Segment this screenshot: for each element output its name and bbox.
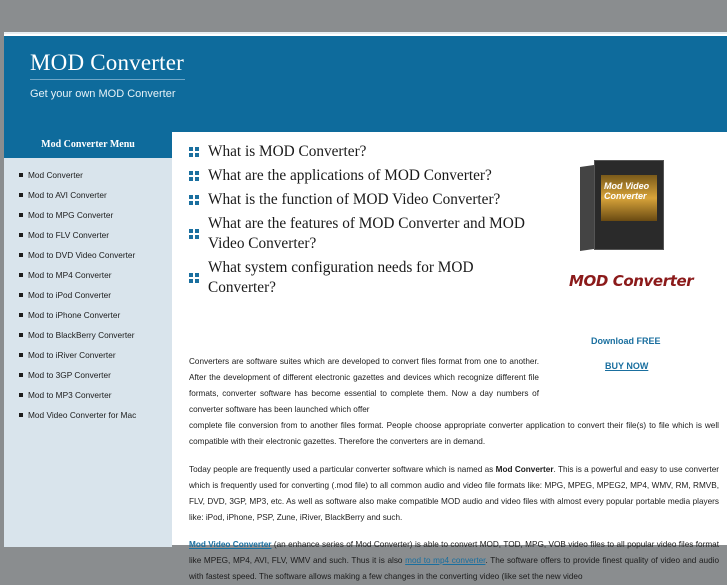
usage-text-a: Today people are frequently used a particular converter software which is named as bbox=[189, 465, 496, 474]
sidebar-item-label: Mod Converter bbox=[28, 170, 83, 180]
product-box-image[interactable] bbox=[580, 156, 672, 256]
sidebar-item-mod-to-mpg[interactable] bbox=[4, 205, 172, 225]
intro-paragraph bbox=[189, 354, 719, 450]
sidebar-item-label: Mod to AVI Converter bbox=[28, 190, 107, 200]
sidebar-item-label: Mod to iPod Converter bbox=[28, 290, 112, 300]
bullet-icon bbox=[19, 173, 23, 177]
sidebar-item-label: Mod to FLV Converter bbox=[28, 230, 110, 240]
sidebar-item-mod-video-mac[interactable] bbox=[4, 405, 172, 425]
site-title[interactable]: MOD Converter bbox=[30, 50, 184, 75]
faq-question: What is MOD Converter? bbox=[208, 143, 367, 160]
sidebar-item-label: Mod to 3GP Converter bbox=[28, 370, 111, 380]
sidebar-menu bbox=[4, 158, 172, 425]
sidebar-item-mod-converter[interactable] bbox=[4, 165, 172, 185]
sidebar-item-label: Mod to MP3 Converter bbox=[28, 390, 112, 400]
mod-video-converter-link[interactable]: Mod Video Converter bbox=[189, 540, 272, 549]
sidebar-item-mod-to-blackberry[interactable] bbox=[4, 325, 172, 345]
sidebar-heading: Mod Converter Menu bbox=[4, 132, 172, 158]
bullet-icon bbox=[19, 233, 23, 237]
usage-bold-term: Mod Converter bbox=[495, 465, 554, 474]
main-content bbox=[189, 142, 720, 581]
box-front bbox=[594, 160, 664, 250]
site-subtitle: Get your own MOD Converter bbox=[30, 88, 176, 100]
usage-text-b: . This is a powerful and easy to use converter which is frequently used for converting (.mod file) to all common audio and video file formats like: MPG, MPEG, MPEG2, MP4, WMV, RM, RMVB, FLV, DVD, 3GP, MP3, etc. As well as software also make compatible MOD audio and video files with almost every popular portable media players like: iPod, iPhone, PSP, Zune, iRiver, BlackBerry and such. bbox=[189, 465, 720, 522]
grid-bullet-icon bbox=[189, 273, 199, 283]
sidebar-item-label: Mod to iRiver Converter bbox=[28, 350, 116, 360]
sidebar-item-mod-to-3gp[interactable] bbox=[4, 365, 172, 385]
bullet-icon bbox=[19, 193, 23, 197]
grid-bullet-icon bbox=[189, 171, 199, 181]
buy-now-link[interactable]: BUY NOW bbox=[605, 361, 649, 371]
product-promo bbox=[557, 148, 707, 388]
sidebar-item-mod-to-iphone[interactable] bbox=[4, 305, 172, 325]
faq-question: What are the applications of MOD Converter? bbox=[208, 167, 492, 184]
bullet-icon bbox=[19, 393, 23, 397]
sidebar-item-label: Mod to BlackBerry Converter bbox=[28, 330, 135, 340]
bullet-icon bbox=[19, 213, 23, 217]
intro-text-narrow: Converters are software suites which are developed to convert files format from one to another. After the development of different electronic gazettes and devices which recognize different file formats, converter software has become essential to complete them. Now a day numbers of converter software has been launched which offer bbox=[189, 357, 539, 414]
bullet-icon bbox=[19, 413, 23, 417]
sidebar-item-label: Mod Video Converter for Mac bbox=[28, 410, 137, 420]
faq-question: What is the function of MOD Video Converter? bbox=[208, 191, 501, 208]
bullet-icon bbox=[19, 293, 23, 297]
faq-item[interactable] bbox=[189, 142, 529, 162]
sidebar bbox=[4, 132, 172, 547]
sidebar-item-mod-to-ipod[interactable] bbox=[4, 285, 172, 305]
faq-item[interactable] bbox=[189, 214, 529, 254]
video-text-a: (an enhance series of Mod Converter) is able to convert MOD, TOD, MPG, VOB video files to all popular video files format like MPEG, MP4, AVI, FLV, WMV and such. Thus it is also bbox=[189, 540, 719, 565]
sidebar-item-mod-to-avi[interactable] bbox=[4, 185, 172, 205]
download-free-link[interactable]: Download FREE bbox=[591, 336, 661, 346]
faq-item[interactable] bbox=[189, 166, 529, 186]
faq-item[interactable] bbox=[189, 190, 529, 210]
grid-bullet-icon bbox=[189, 195, 199, 205]
faq-question: What system configuration needs for MOD Converter? bbox=[208, 259, 474, 296]
sidebar-item-label: Mod to MPG Converter bbox=[28, 210, 114, 220]
faq-item[interactable] bbox=[189, 258, 529, 298]
site-header bbox=[4, 36, 727, 132]
sidebar-item-label: Mod to DVD Video Converter bbox=[28, 250, 136, 260]
usage-paragraph bbox=[189, 462, 719, 526]
sidebar-item-mod-to-flv[interactable] bbox=[4, 225, 172, 245]
sidebar-item-mod-to-mp3[interactable] bbox=[4, 385, 172, 405]
sidebar-item-mod-to-iriver[interactable] bbox=[4, 345, 172, 365]
title-divider bbox=[30, 79, 185, 80]
video-text-b: . The software offers to provide finest quality of video and audio with fastest speed. The software allows making a few changes in the converting video (like set the new video bbox=[189, 556, 720, 581]
grid-bullet-icon bbox=[189, 229, 199, 239]
product-logo: MOD Converter bbox=[569, 272, 694, 290]
bullet-icon bbox=[19, 353, 23, 357]
bullet-icon bbox=[19, 313, 23, 317]
faq-question: What are the features of MOD Converter and MOD Video Converter? bbox=[208, 215, 525, 252]
sidebar-item-label: Mod to iPhone Converter bbox=[28, 310, 121, 320]
sidebar-item-mod-to-dvd[interactable] bbox=[4, 245, 172, 265]
grid-bullet-icon bbox=[189, 147, 199, 157]
sidebar-item-label: Mod to MP4 Converter bbox=[28, 270, 112, 280]
bullet-icon bbox=[19, 253, 23, 257]
intro-text-wide: complete file conversion from to another files format. People choose appropriate converter application to convert their file(s) to file which is well compatible with their electronic gazettes. Therefore the converters are in demand. bbox=[189, 421, 719, 446]
video-converter-paragraph bbox=[189, 537, 719, 585]
bullet-icon bbox=[19, 273, 23, 277]
sidebar-item-mod-to-mp4[interactable] bbox=[4, 265, 172, 285]
faq-list bbox=[189, 142, 529, 298]
page-frame bbox=[4, 32, 727, 581]
box-side bbox=[580, 165, 594, 251]
box-text: Mod Video Converter bbox=[604, 181, 650, 201]
mod-to-mp4-link[interactable]: mod to mp4 converter bbox=[405, 556, 486, 565]
bullet-icon bbox=[19, 373, 23, 377]
top-gray-bar bbox=[0, 0, 727, 32]
bullet-icon bbox=[19, 333, 23, 337]
